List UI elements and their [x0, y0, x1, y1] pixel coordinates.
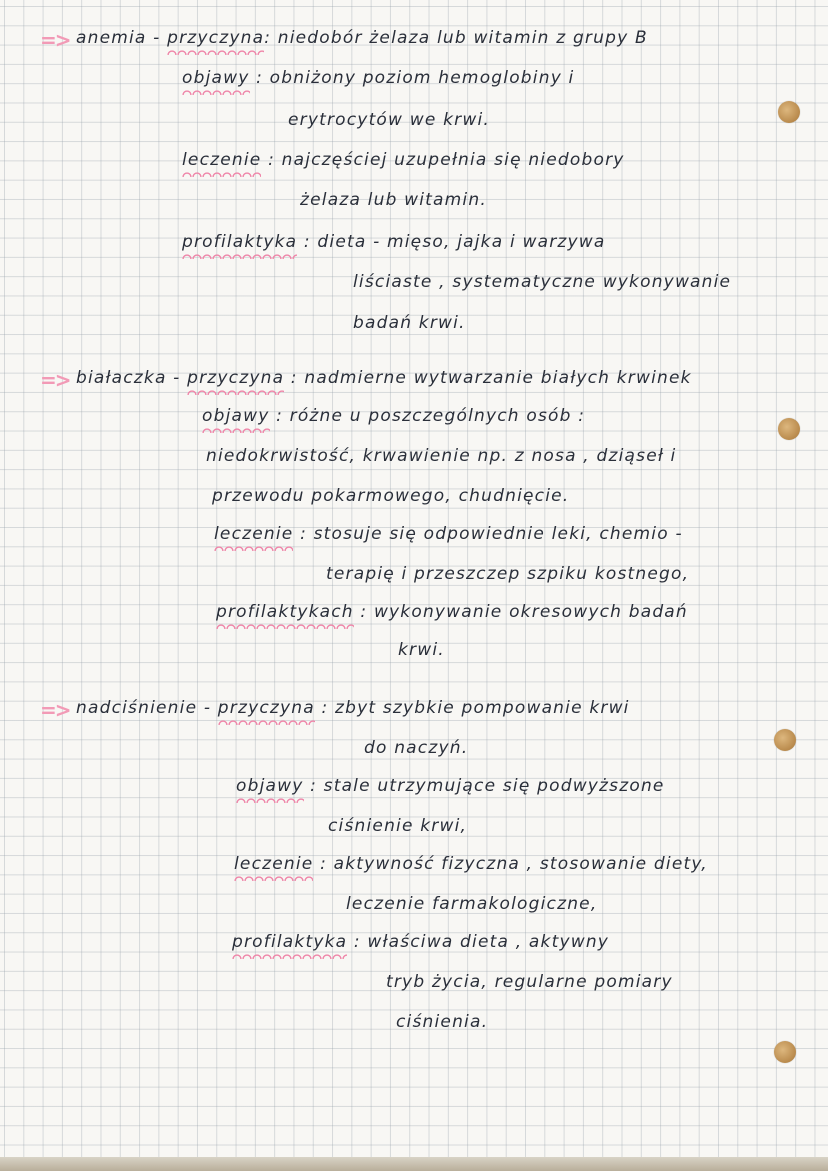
- prevention-text: tryb życia, regularne pomiary: [386, 972, 673, 992]
- prevention-line: profilaktykach : wykonywanie okresowych badań: [216, 602, 688, 622]
- cause-label: przyczyna: [187, 368, 285, 388]
- treatment-line: leczenie : najczęściej uzupełnia się niedobory: [182, 150, 625, 170]
- treatment-text: terapię i przeszczep szpiku kostnego,: [326, 564, 690, 584]
- treatment-text: najczęściej uzupełnia się niedobory: [281, 150, 625, 170]
- treatment-text: żelaza lub witamin.: [300, 190, 487, 210]
- section-heading-line: anemia - przyczyna: niedobór żelaza lub witamin z grupy B: [76, 28, 648, 48]
- section-title: nadciśnienie: [76, 698, 198, 718]
- prevention-text: krwi.: [398, 640, 445, 660]
- cause-text: niedobór żelaza lub witamin z grupy B: [277, 28, 648, 48]
- section-heading-line: białaczka - przyczyna : nadmierne wytwarzanie białych krwinek: [76, 368, 692, 388]
- symptoms-line: [328, 816, 467, 836]
- prevention-line: [398, 640, 445, 660]
- symptoms-text: obniżony poziom hemoglobiny i: [269, 68, 575, 88]
- prevention-line: [386, 972, 673, 992]
- symptoms-text: erytrocytów we krwi.: [288, 110, 490, 130]
- punch-hole: [778, 101, 800, 123]
- prevention-text: wykonywanie okresowych badań: [373, 602, 688, 622]
- cause-label: przyczyna: [217, 698, 315, 718]
- cause-line: [364, 738, 468, 758]
- punch-hole: [774, 1041, 796, 1063]
- symptoms-text: stale utrzymujące się podwyższone: [323, 776, 665, 796]
- treatment-label: leczenie: [182, 150, 262, 170]
- symptoms-line: objawy : obniżony poziom hemoglobiny i: [182, 68, 575, 88]
- treatment-line: [300, 190, 487, 210]
- symptoms-line: [288, 110, 490, 130]
- prevention-text: ciśnienia.: [396, 1012, 489, 1032]
- symptoms-label: objawy: [236, 776, 304, 796]
- symptoms-label: objawy: [202, 406, 270, 426]
- treatment-text: leczenie farmakologiczne,: [346, 894, 598, 914]
- cause-text: nadmierne wytwarzanie białych krwinek: [304, 368, 692, 388]
- arrow-icon: =>: [40, 28, 70, 52]
- treatment-line: leczenie : aktywność fizyczna , stosowanie diety,: [234, 854, 708, 874]
- symptoms-line: objawy : stale utrzymujące się podwyższone: [236, 776, 665, 796]
- prevention-label: profilaktykach: [216, 602, 354, 622]
- symptoms-text: przewodu pokarmowego, chudnięcie.: [212, 486, 570, 506]
- prevention-label: profilaktyka: [232, 932, 348, 952]
- prevention-line: profilaktyka : dieta - mięso, jajka i warzywa: [182, 232, 606, 252]
- symptoms-line: [206, 446, 677, 466]
- symptoms-text: niedokrwistość, krwawienie np. z nosa , dziąseł i: [206, 446, 677, 466]
- arrow-icon: =>: [40, 698, 70, 722]
- treatment-line: [326, 564, 689, 584]
- prevention-text: liściaste , systematyczne wykonywanie: [353, 272, 732, 292]
- symptoms-text: ciśnienie krwi,: [328, 816, 468, 836]
- symptoms-line: [212, 486, 569, 506]
- section-heading-line: nadciśnienie - przyczyna : zbyt szybkie pompowanie krwi: [76, 698, 630, 718]
- prevention-text: właściwa dieta , aktywny: [367, 932, 610, 952]
- treatment-text: stosuje się odpowiednie leki, chemio -: [313, 524, 683, 544]
- symptoms-line: objawy : różne u poszczególnych osób :: [202, 406, 586, 426]
- cause-label: przyczyna: [167, 28, 265, 48]
- treatment-line: [346, 894, 597, 914]
- prevention-text: badań krwi.: [353, 313, 466, 333]
- treatment-label: leczenie: [234, 854, 314, 874]
- section-title: anemia: [76, 28, 147, 48]
- prevention-label: profilaktyka: [182, 232, 298, 252]
- treatment-line: leczenie : stosuje się odpowiednie leki, chemio -: [214, 524, 683, 544]
- prevention-line: profilaktyka : właściwa dieta , aktywny: [232, 932, 610, 952]
- prevention-line: [353, 272, 731, 292]
- cause-text: do naczyń.: [364, 738, 469, 758]
- symptoms-label: objawy: [182, 68, 250, 88]
- prevention-line: [353, 313, 466, 333]
- arrow-icon: =>: [40, 368, 70, 392]
- symptoms-text: różne u poszczególnych osób :: [289, 406, 586, 426]
- prevention-line: [396, 1012, 488, 1032]
- page-bottom-edge: [0, 1157, 828, 1171]
- section-title: białaczka: [76, 368, 167, 388]
- punch-hole: [774, 729, 796, 751]
- treatment-text: aktywność fizyczna , stosowanie diety,: [333, 854, 708, 874]
- treatment-label: leczenie: [214, 524, 294, 544]
- punch-hole: [778, 418, 800, 440]
- cause-text: zbyt szybkie pompowanie krwi: [335, 698, 630, 718]
- prevention-text: dieta - mięso, jajka i warzywa: [317, 232, 606, 252]
